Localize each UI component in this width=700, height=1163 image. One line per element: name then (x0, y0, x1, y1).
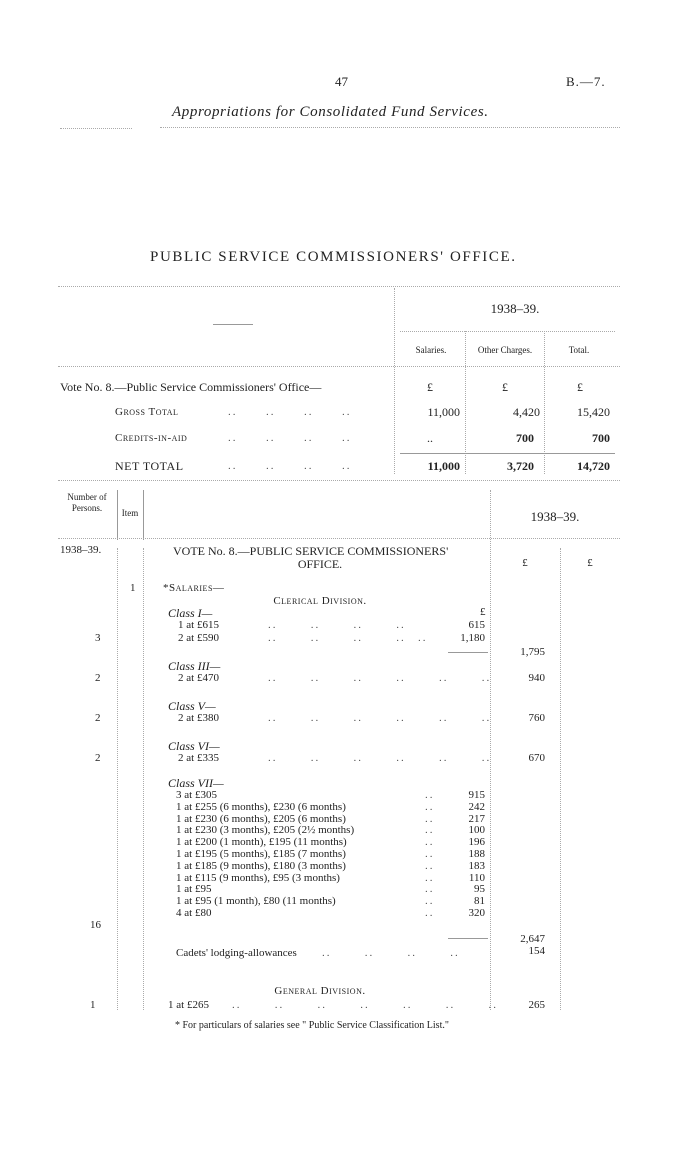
gross-total: 15,420 (577, 405, 610, 419)
class-7-row-label: 1 at £95 (1 month), £80 (11 months) (176, 895, 336, 907)
credits-salaries: .. (427, 431, 433, 445)
page-title: PUBLIC SERVICE COMMISSIONERS' OFFICE. (150, 249, 517, 265)
net-total-rule (400, 453, 615, 454)
class-3-row-label: 2 at £470 (178, 672, 219, 684)
currency-other: £ (502, 380, 508, 394)
class-7-row-label: 1 at £230 (6 months), £205 (6 months) (176, 813, 346, 825)
class-7-persons: 16 (90, 919, 101, 931)
net-salaries: 11,000 (427, 459, 460, 473)
class-7-row-value: 100 (468, 824, 485, 836)
detail-year-header: 1938–39. (530, 509, 580, 524)
class-7-row-label: 1 at £200 (1 month), £195 (11 months) (176, 836, 347, 848)
detail-currency-1: £ (522, 557, 528, 569)
currency-salaries: £ (427, 380, 433, 394)
last-col-divider (560, 548, 561, 1010)
leader-dots: .. (425, 836, 435, 848)
class-3-persons: 2 (95, 672, 101, 684)
item-col-divider-head (143, 490, 144, 540)
credits-label: Credits-in-aid (115, 432, 188, 444)
class-7-row-value: 110 (468, 872, 485, 884)
class-6-row-label: 2 at £335 (178, 752, 219, 764)
gross-total-label: Gross Total (115, 406, 179, 418)
class-6-persons: 2 (95, 752, 101, 764)
class-7-row-label: 1 at £195 (5 months), £185 (7 months) (176, 848, 346, 860)
values-col-divider (490, 490, 491, 1010)
vote-title-line-2: OFFICE. (297, 557, 343, 571)
class-7-subtotal-rule (448, 938, 488, 939)
cadets-value: 154 (528, 945, 545, 957)
class-7-row-label: 4 at £80 (176, 907, 212, 919)
class-1-row-2-value: 1,180 (460, 632, 485, 644)
summary-top-rule (58, 286, 620, 287)
item-number: 1 (130, 582, 136, 594)
class-5-row-label: 2 at £380 (178, 712, 219, 724)
class-1-title: Class I— (168, 606, 213, 620)
general-row-label: 1 at £265 (168, 999, 209, 1011)
summary-header-rule (58, 366, 620, 367)
class-7-row-label: 1 at £185 (9 months), £180 (3 months) (176, 860, 346, 872)
document-reference: B.—7. (566, 74, 606, 89)
class-1-row-1-label: 1 at £615 (178, 619, 219, 631)
class-1-row-2-label: 2 at £590 (178, 632, 219, 644)
class-1-subtotal-rule (448, 652, 488, 653)
credits-other: 700 (516, 431, 534, 445)
item-col-divider (143, 548, 144, 1010)
leader-dots: .. (425, 907, 435, 919)
class-7-row-value: 320 (468, 907, 485, 919)
leader-dots: .. (425, 813, 435, 825)
leader-dots: .. (425, 848, 435, 860)
class-7-row-value: 242 (468, 801, 485, 813)
header-rule (160, 127, 620, 128)
running-title: Appropriations for Consolidated Fund Services. (172, 104, 489, 120)
detail-year: 1938–39. (60, 544, 102, 556)
col-salaries: Salaries. (415, 345, 447, 355)
class-5-total: 760 (528, 712, 545, 724)
class-7-row-label: 1 at £255 (6 months), £230 (6 months) (176, 801, 346, 813)
class-7-row-label: 1 at £115 (9 months), £95 (3 months) (176, 872, 340, 884)
salaries-heading: *Salaries— (163, 582, 225, 594)
class-7-row-label: 3 at £305 (176, 789, 217, 801)
col-item: Item (121, 508, 139, 518)
leader-dots: .. (425, 824, 435, 836)
net-total: 14,720 (577, 459, 610, 473)
detail-header-rule (58, 538, 620, 539)
class-3-total: 940 (528, 672, 545, 684)
class-5-persons: 2 (95, 712, 101, 724)
class-1-row-1-value: 615 (468, 619, 485, 631)
class-7-row-value: 217 (468, 813, 485, 825)
general-value: 265 (528, 999, 545, 1011)
clerical-division-heading: Clerical Division. (273, 595, 367, 607)
leader-dots: .. (425, 883, 435, 895)
class-7-row-value: 95 (474, 883, 485, 895)
class-6-title: Class VI— (168, 739, 220, 753)
cadets-label: Cadets' lodging-allowances (176, 947, 297, 959)
summary-divider (394, 288, 395, 474)
vote-label: Vote No. 8.—Public Service Commissioners' Office— (60, 380, 322, 394)
class-7-row-value: 196 (468, 836, 485, 848)
gross-salaries: 11,000 (427, 405, 460, 419)
detail-currency-2: £ (587, 557, 593, 569)
class-1-pound: £ (480, 606, 486, 618)
class-7-row-label: 1 at £230 (3 months), £205 (2½ months) (176, 824, 355, 836)
class-5-title: Class V— (168, 699, 216, 713)
class-7-row-value: 183 (468, 860, 485, 872)
gross-other: 4,420 (513, 405, 540, 419)
class-7-row-value: 188 (468, 848, 485, 860)
header-rule-left (60, 128, 132, 129)
persons-col-divider (117, 548, 118, 1010)
persons-col-divider-head (117, 490, 118, 540)
leader-dots: .. (425, 801, 435, 813)
col-other-charges: Other Charges. (477, 345, 533, 355)
col-number-of-persons: Number of Persons. (67, 492, 107, 513)
summary-bottom-rule (58, 480, 620, 481)
class-1-subtotal: 1,795 (520, 646, 545, 658)
class-7-title: Class VII— (168, 776, 224, 790)
summary-dash (213, 324, 253, 325)
vote-title-line-1: VOTE No. 8.—PUBLIC SERVICE COMMISSIONERS' (173, 544, 449, 558)
credits-total: 700 (592, 431, 610, 445)
general-division-heading: General Division. (274, 985, 366, 997)
summary-year-rule (400, 331, 615, 332)
class-7-subtotal: 2,647 (520, 933, 545, 945)
net-other: 3,720 (507, 459, 534, 473)
col-total: Total. (568, 345, 590, 355)
net-total-label: NET TOTAL (115, 459, 184, 473)
leader-dots: .. (425, 860, 435, 872)
class-7-row-label: 1 at £95 (176, 883, 212, 895)
class-1-persons: 3 (95, 632, 101, 644)
summary-year: 1938–39. (490, 301, 540, 316)
currency-total: £ (577, 380, 583, 394)
leader-dots: .. (425, 789, 435, 801)
leader-dots: .. (425, 895, 435, 907)
class-6-total: 670 (528, 752, 545, 764)
leader-dots: .. (425, 872, 435, 884)
class-7-row-value: 915 (468, 789, 485, 801)
page-number: 47 (335, 74, 348, 89)
class-7-row-value: 81 (474, 895, 485, 907)
footnote: * For particulars of salaries see " Public Service Classification List." (175, 1020, 449, 1031)
general-persons: 1 (90, 999, 96, 1011)
class-3-title: Class III— (168, 659, 221, 673)
